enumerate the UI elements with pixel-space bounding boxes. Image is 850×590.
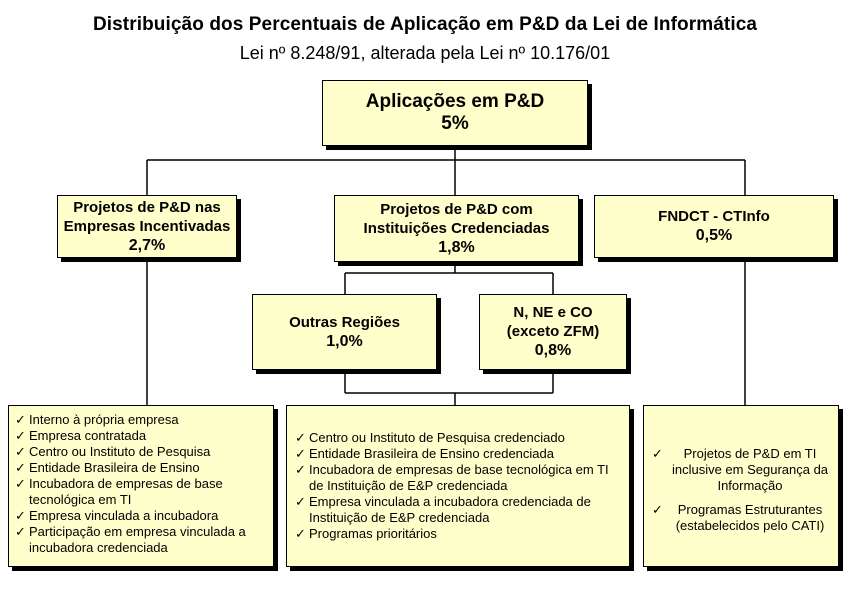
check-icon: ✓ <box>15 412 26 427</box>
list-item-text: Incubadora de empresas de base tecnológica em TI de Instituição de E&P credenciada <box>309 462 609 493</box>
check-icon: ✓ <box>295 446 306 461</box>
list-item <box>293 446 623 462</box>
list-item <box>293 526 623 542</box>
list-item-text: Entidade Brasileira de Ensino credenciada <box>309 446 554 461</box>
list-item <box>13 508 269 524</box>
root-percent: 5% <box>441 113 469 134</box>
check-icon: ✓ <box>15 508 26 523</box>
fndct-box <box>594 195 834 258</box>
list-item-text: Empresa vinculada a incubadora <box>29 508 219 523</box>
check-icon: ✓ <box>652 502 663 517</box>
check-icon: ✓ <box>295 494 306 509</box>
diagram-subtitle: Lei nº 8.248/91, alterada pela Lei nº 10.176/01 <box>239 43 611 63</box>
list-item <box>650 502 834 534</box>
check-icon: ✓ <box>295 526 306 541</box>
list-item-text: Centro ou Instituto de Pesquisa <box>29 444 211 459</box>
list-item-text: Entidade Brasileira de Ensino <box>29 460 200 475</box>
list-item <box>13 428 269 444</box>
list-item-text: Interno à própria empresa <box>29 412 179 427</box>
empresas-list <box>8 405 274 567</box>
diagram-title: Distribuição dos Percentuais de Aplicação em P&D da Lei de Informática <box>92 14 758 35</box>
instituicoes-list <box>286 405 630 567</box>
list-item <box>293 462 623 494</box>
list-item-text: Empresa vinculada a incubadora credenciada de Instituição de E&P credenciada <box>309 494 591 525</box>
nneco-label-1: N, NE e CO <box>513 304 593 321</box>
fndct-label: FNDCT - CTInfo <box>658 208 770 225</box>
empresas-label-1: Projetos de P&D nas <box>73 198 221 216</box>
check-icon: ✓ <box>295 430 306 445</box>
list-item-text: Programas prioritários <box>309 526 437 541</box>
outras-regioes-percent: 1,0% <box>326 332 363 350</box>
list-item <box>13 476 269 508</box>
list-item-text: Programas Estruturantes (estabelecidos pelo CATI) <box>675 502 825 533</box>
instituicoes-label-2: Instituições Credenciadas <box>363 219 550 237</box>
list-item-text: Projetos de P&D em TI inclusive em Segurança da Informação <box>671 446 829 493</box>
root-box <box>322 80 588 146</box>
empresas-box <box>57 195 237 258</box>
check-icon: ✓ <box>295 462 306 477</box>
list-item-text: Incubadora de empresas de base tecnológica em TI <box>29 476 223 507</box>
fndct-percent: 0,5% <box>695 227 733 244</box>
list-item <box>13 444 269 460</box>
check-icon: ✓ <box>652 446 663 461</box>
empresas-label-2: Empresas Incentivadas <box>63 217 231 235</box>
check-icon: ✓ <box>15 428 26 443</box>
nneco-percent: 0,8% <box>534 342 572 359</box>
empresas-percent: 2,7% <box>128 236 166 254</box>
instituicoes-box <box>334 195 579 262</box>
list-item-text: Empresa contratada <box>29 428 147 443</box>
instituicoes-percent: 1,8% <box>438 238 475 256</box>
list-item <box>13 412 269 428</box>
fndct-list <box>643 405 839 567</box>
list-item <box>293 430 623 446</box>
nneco-box <box>479 294 627 370</box>
instituicoes-label-1: Projetos de P&D com <box>380 200 533 218</box>
outras-regioes-label: Outras Regiões <box>289 313 400 331</box>
list-item <box>13 460 269 476</box>
check-icon: ✓ <box>15 444 26 459</box>
check-icon: ✓ <box>15 460 26 475</box>
list-item <box>293 494 623 526</box>
check-icon: ✓ <box>15 476 26 491</box>
outras-regioes-box <box>252 294 437 370</box>
root-label: Aplicações em P&D <box>365 91 545 112</box>
list-item <box>13 524 269 556</box>
nneco-label-2: (exceto ZFM) <box>506 323 600 340</box>
list-item <box>650 446 834 494</box>
list-item-text: Participação em empresa vinculada a incubadora credenciada <box>29 524 246 555</box>
check-icon: ✓ <box>15 524 26 539</box>
list-item-text: Centro ou Instituto de Pesquisa credenciado <box>309 430 565 445</box>
